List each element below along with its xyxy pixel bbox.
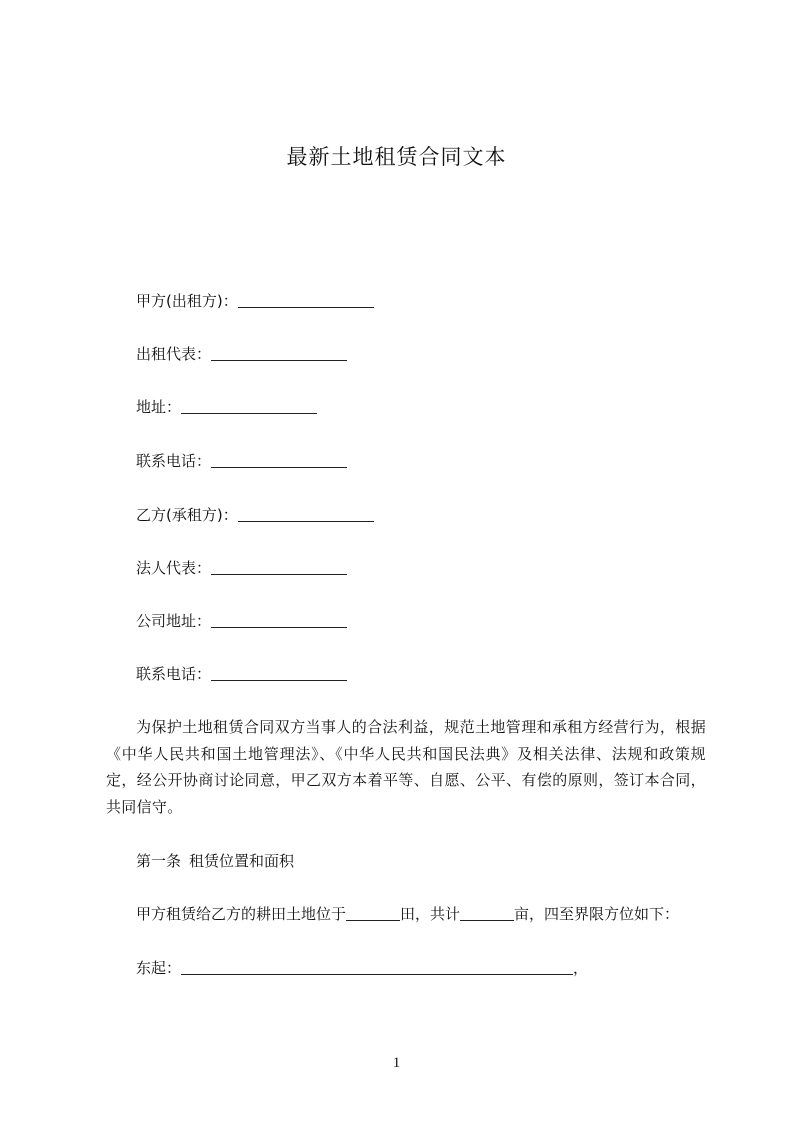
lessor-representative-blank[interactable] [211, 345, 347, 361]
east-boundary-blank[interactable] [181, 959, 573, 975]
party-a-label: 甲方(出租方)： [136, 292, 238, 310]
location-text-part2: 田，共计 [400, 905, 461, 923]
lessor-address-field [136, 396, 317, 418]
location-field-blank[interactable] [346, 905, 400, 921]
party-a-blank[interactable] [238, 292, 374, 308]
document-title: 最新土地租赁合同文本 [286, 145, 507, 169]
lessor-phone-label: 联系电话： [136, 452, 212, 470]
lessor-phone-blank[interactable] [211, 452, 347, 468]
preamble-paragraph: 为保护土地租赁合同双方当事人的合法利益，规范土地管理和承租方经营行为，根据《中华人民共和国土地管理法》、《中华人民共和国民法典》及相关法律、法规和政策规定，经公开协商讨论同意，甲乙双方本着平等、自愿、公平、有偿的原则，签订本合同，共同信守。 [106, 718, 706, 816]
east-boundary-line [136, 957, 588, 979]
page-number: 1 [392, 1055, 401, 1071]
party-b-blank[interactable] [238, 506, 374, 522]
company-address-label: 公司地址： [136, 612, 212, 630]
lessor-phone-field [136, 450, 347, 472]
legal-representative-label: 法人代表： [136, 559, 212, 577]
location-sentence [136, 903, 679, 925]
company-address-field [136, 610, 347, 632]
lessee-phone-label: 联系电话： [136, 665, 212, 683]
lessor-representative-label: 出租代表： [136, 345, 212, 363]
lessor-representative-field [136, 343, 347, 365]
lessor-address-label: 地址： [136, 398, 182, 416]
lessee-phone-blank[interactable] [211, 665, 347, 681]
article-1-title: 租赁位置和面积 [189, 852, 295, 870]
legal-representative-blank[interactable] [211, 559, 347, 575]
party-b-field [136, 504, 374, 526]
article-1-number: 第一条 [136, 852, 182, 870]
article-1-heading [136, 850, 294, 872]
party-b-label: 乙方(承租方)： [136, 506, 238, 524]
location-text-part3: 亩，四至界限方位如下： [514, 905, 680, 923]
lessee-phone-field [136, 663, 347, 685]
area-mu-blank[interactable] [460, 905, 514, 921]
east-boundary-label: 东起： [136, 959, 182, 977]
east-boundary-suffix: ， [573, 959, 589, 977]
legal-representative-field [136, 557, 347, 579]
location-text-part1: 甲方租赁给乙方的耕田土地位于 [136, 905, 347, 923]
company-address-blank[interactable] [211, 612, 347, 628]
lessor-address-blank[interactable] [181, 398, 317, 414]
party-a-field [136, 290, 374, 312]
